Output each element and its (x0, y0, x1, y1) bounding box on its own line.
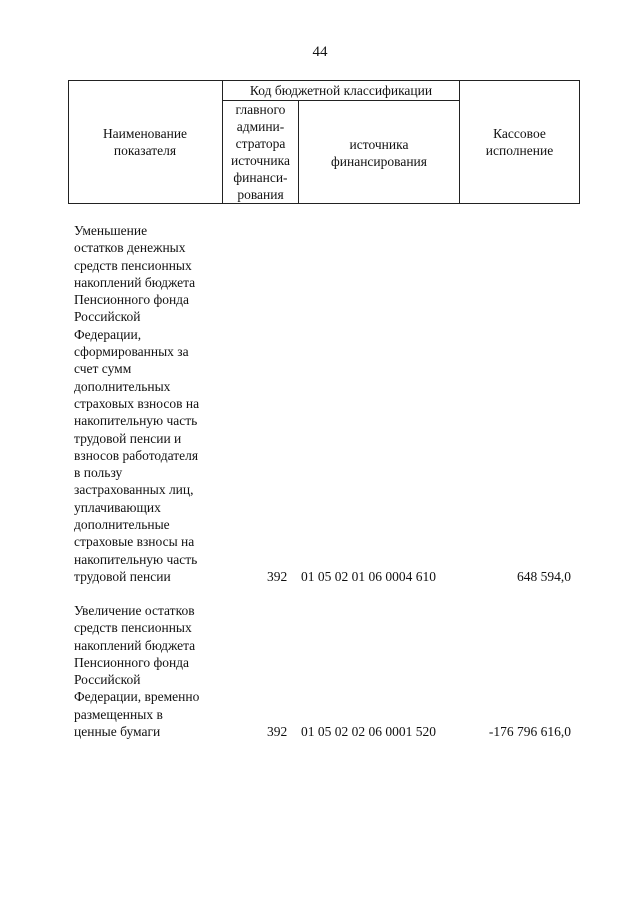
row-2-source-code: 01 05 02 02 06 0001 520 (301, 724, 436, 739)
page-number: 44 (312, 44, 328, 60)
row-1-amount: 648 594,0 (517, 569, 571, 584)
header-name-column: Наименование показателя (102, 126, 188, 158)
header-source-column: источника финансирования (331, 136, 427, 169)
row-1-source-code: 01 05 02 01 06 0004 610 (301, 569, 436, 584)
row-1-admin-code: 392 (267, 569, 288, 584)
row-1-name: Уменьшение остатков денежных средств пенсионных накоплений бюджета Пенсионного фонда Российской Федерации, сформированных за счет сумм дополнительных страховых взносов на накопительную часть трудовой пенсии и взносов работодателя в пользу застрахованных лиц, уплачивающих дополнительные страховые взносы на накопительную часть трудовой пенсии (74, 223, 200, 584)
row-2-name: Увеличение остатков средств пенсионных накоплений бюджета Пенсионного фонда Российской Федерации, временно размещенных в ценные бумаги (74, 603, 200, 740)
header-cash-column: Кассовое исполнение (485, 126, 554, 158)
row-2-admin-code: 392 (267, 724, 288, 739)
header-admin-column: главного админи- стратора источника финанси- рования (231, 101, 290, 202)
header-code-group: Код бюджетной классификации (249, 82, 433, 98)
table-header (68, 80, 580, 204)
row-2-amount: -176 796 616,0 (488, 724, 571, 739)
